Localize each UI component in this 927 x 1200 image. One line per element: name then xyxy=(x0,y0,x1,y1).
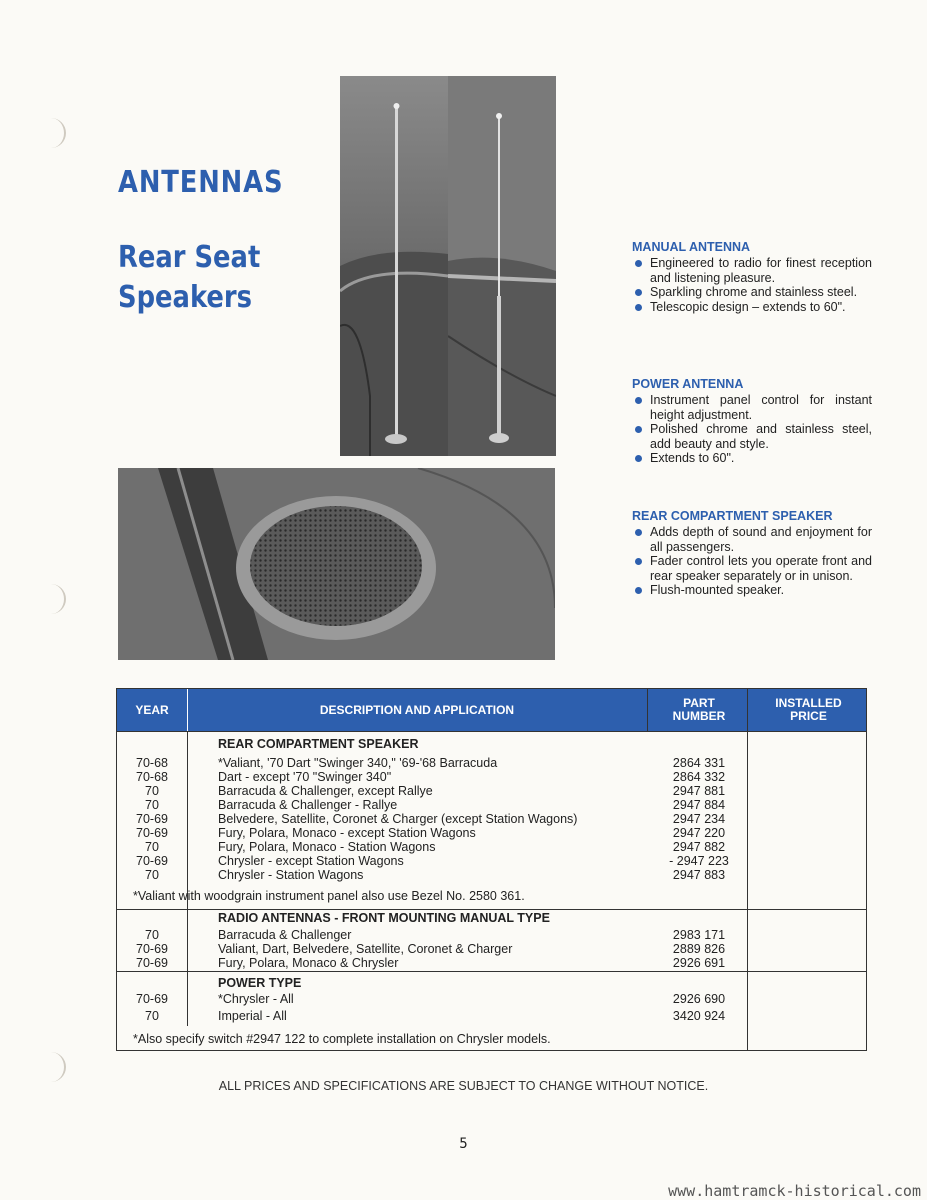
header-installed-price: INSTALLED PRICE xyxy=(775,696,842,723)
parts-table: YEAR DESCRIPTION AND APPLICATION PART NUMBER INSTALLED PRICE REAR COMPARTMENT SPEAKER 70-68 *Valiant, '70 Dart "Swinger 340," '69-'68 Barracuda 2864 331 70-68 Dart - except '70 "Swinger 340" 2864 332 70 Barracuda & Challenger, except Rallye 2947 881 70 Barracuda & Challenger - Rallye 2947 884 70-69 Belvedere, Satellite, Coronet & Charger (except Station Wagons) 2947 234 70-69 Fury, Polara, Monaco - except Station Wagons 2947 220 70 Fury, Polara, Monaco - Station Wagons 2947 882 70-69 Chrysler - except Station Wagons - 2947 223 70 Chrysler - Station Wagons 2947 883 *Valiant with woodgrain instrument panel also use Bezel No. 2580 361. RADIO ANTENNAS - FRONT MOUNTING MANUAL TYPE 70 Barracuda & Challenger 2983 171 70-69 Valiant, Dart, Belvedere, Satellite, Coronet & Charger 2889 826 70-69 Fury, Polara, Monaco & Chrysler 2926 691 POWER TYPE 70-69 *Chrysler - All 2926 690 70 Imperial - All 3420 924 *Also specify switch #2947 122 to complete installation on Chrysler models. xyxy=(116,688,867,1051)
header-divider xyxy=(187,689,188,731)
row-divider xyxy=(117,971,866,972)
page-number: 5 xyxy=(459,1136,468,1152)
feature-item: Sparkling chrome and stainless steel. xyxy=(632,285,872,300)
feature-item: Fader control lets you operate front and rear speaker separately or in unison. xyxy=(632,554,872,583)
row-divider xyxy=(117,731,866,732)
feature-item: Instrument panel control for instant height adjustment. xyxy=(632,393,872,422)
row-divider xyxy=(117,909,866,910)
power-antenna-features xyxy=(632,377,872,466)
table-footnote: *Also specify switch #2947 122 to complete installation on Chrysler models. xyxy=(133,1032,551,1046)
subtitle-line-1: Rear Seat xyxy=(118,240,261,275)
column-divider xyxy=(187,731,188,909)
page-subtitle xyxy=(118,238,290,318)
punch-hole-mark xyxy=(50,118,66,148)
feature-item: Engineered to radio for finest reception and listening pleasure. xyxy=(632,256,872,285)
table-header xyxy=(117,689,866,731)
feature-item: Adds depth of sound and enjoyment for all passengers. xyxy=(632,525,872,554)
feature-item: Flush-mounted speaker. xyxy=(632,583,872,598)
column-divider xyxy=(647,689,648,731)
power-antenna-heading: POWER ANTENNA xyxy=(632,377,744,391)
header-year: YEAR xyxy=(135,702,169,717)
section-title: REAR COMPARTMENT SPEAKER xyxy=(218,737,419,751)
page-title: ANTENNAS xyxy=(118,165,284,200)
punch-hole-mark xyxy=(50,1052,66,1082)
rear-speaker-photo xyxy=(118,468,555,660)
power-antenna-photo xyxy=(448,76,556,456)
feature-item: Extends to 60". xyxy=(632,451,872,466)
feature-item: Polished chrome and stainless steel, add beauty and style. xyxy=(632,422,872,451)
rear-speaker-features xyxy=(632,509,872,598)
section-title: RADIO ANTENNAS - FRONT MOUNTING MANUAL TYPE xyxy=(218,911,550,925)
section-title: POWER TYPE xyxy=(218,976,302,990)
column-divider xyxy=(187,971,188,1026)
header-part-number: PART NUMBER xyxy=(672,696,726,723)
price-disclaimer: ALL PRICES AND SPECIFICATIONS ARE SUBJECT TO CHANGE WITHOUT NOTICE. xyxy=(218,1079,709,1093)
rear-speaker-heading: REAR COMPARTMENT SPEAKER xyxy=(632,509,833,523)
column-divider xyxy=(187,909,188,971)
punch-hole-mark xyxy=(50,584,66,614)
header-description: DESCRIPTION AND APPLICATION xyxy=(319,702,515,717)
subtitle-line-2: Speakers xyxy=(118,280,253,315)
manual-antenna-photo xyxy=(340,76,448,456)
table-footnote: *Valiant with woodgrain instrument panel also use Bezel No. 2580 361. xyxy=(133,889,525,903)
feature-item: Telescopic design – extends to 60". xyxy=(632,300,872,315)
manual-antenna-features xyxy=(632,240,872,314)
manual-antenna-heading: MANUAL ANTENNA xyxy=(632,240,751,254)
website-watermark: www.hamtramck-historical.com xyxy=(668,1182,921,1200)
